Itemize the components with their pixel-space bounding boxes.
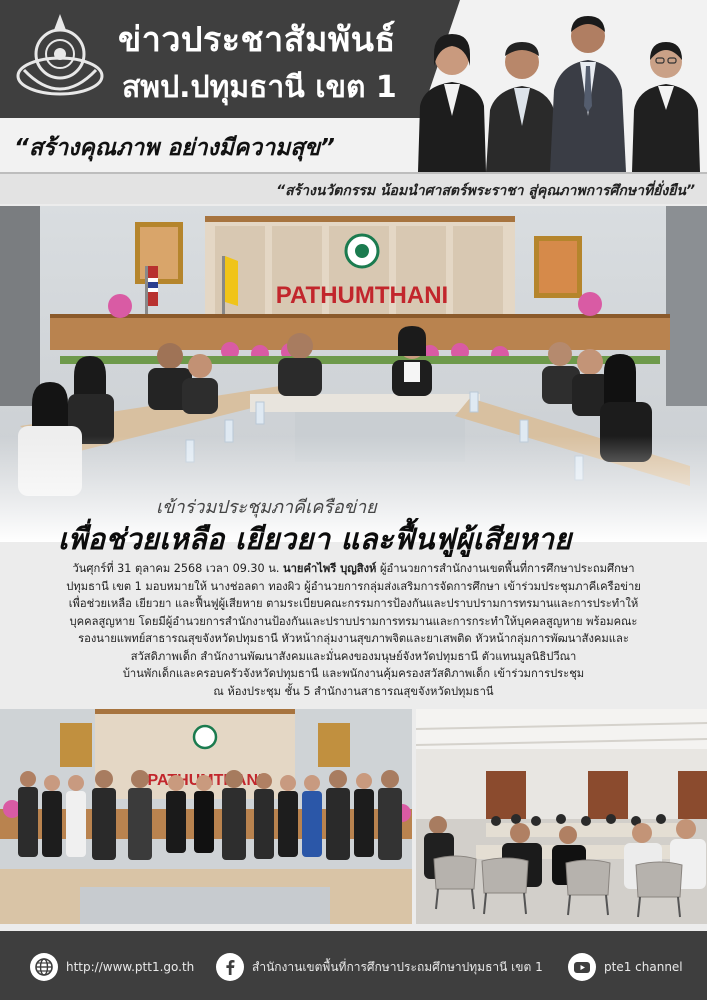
header-title: ข่าวประชาสัมพันธ์: [118, 20, 396, 60]
body-line-1: [14, 560, 693, 578]
footer: [0, 931, 707, 1000]
executives-photo: [410, 6, 707, 172]
body-line-2: ปทุมธานี เขต 1 มอบหมายให้ นางช่อลดา ทองผิว ผู้อำนวยการกลุ่มส่งเสริมการจัดการศึกษา เข้าร่วมประชุมภาคีเครือข่าย: [66, 579, 641, 593]
body-line-7: บ้านพักเด็กและครอบครัวจังหวัดปทุมธานี และพนักงานคุ้มครองสวัสดิภาพเด็ก เข้าร่วมการประชุม: [122, 667, 585, 680]
footer-website[interactable]: [30, 953, 194, 981]
event-subtitle: เข้าร่วมประชุมภาคีเครือข่าย: [156, 497, 377, 518]
subslogan-bar: [0, 172, 707, 204]
footer-facebook[interactable]: [216, 953, 543, 981]
news-body: [14, 560, 693, 700]
header-office-name: สพป.ปทุมธานี เขต 1: [122, 70, 397, 105]
footer-youtube[interactable]: [568, 953, 683, 981]
header: [0, 0, 707, 172]
header-subslogan: “สร้างนวัตกรรม น้อมนำศาสตร์พระราชา สู่คุณภาพการศึกษาที่ยั่งยืน”: [276, 183, 695, 199]
body-date: วันศุกร์ที่ 31 ตุลาคม 2568 เวลา 09.30 น.: [72, 562, 280, 575]
meeting-room-photo: [416, 709, 707, 924]
body-line-1-rest: ผู้อำนวยการสำนักงานเขตพื้นที่การศึกษาประถมศึกษา: [380, 562, 635, 575]
youtube-icon: [568, 953, 596, 981]
body-line-8: ณ ห้องประชุม ชั้น 5 สำนักงานสาธารณสุขจังหวัดปทุมธานี: [213, 684, 494, 698]
body-director-name: นายคำไพรี บุญสิงห์: [282, 562, 377, 575]
office-emblem-icon: [14, 10, 106, 106]
board-sign-text: PATHUMTHANI: [275, 282, 449, 309]
header-slogan: “สร้างคุณภาพ อย่างมีความสุข”: [14, 135, 335, 161]
footer-youtube-channel[interactable]: pte1 channel: [604, 960, 683, 974]
facebook-icon: [216, 953, 244, 981]
body-line-5: รองนายแพทย์สาธารณสุขจังหวัดปทุมธานี หัวหน้ากลุ่มงานสุขภาพจิตและยาเสพติด หัวหน้ากลุ่มการพัฒนาสังคมและ: [78, 632, 629, 645]
globe-icon: [30, 953, 58, 981]
event-title: เพื่อช่วยเหลือ เยียวยา และฟื้นฟูผู้เสียหาย: [58, 522, 572, 556]
body-line-6: สวัสดิภาพเด็ก สำนักงานพัฒนาสังคมและมั่นคงของมนุษย์จังหวัดปทุมธานี ตัวแทนมูลนิธิปวีณา: [130, 649, 577, 663]
footer-facebook-page[interactable]: สำนักงานเขตพื้นที่การศึกษาประถมศึกษาปทุมธานี เขต 1: [252, 959, 543, 974]
group-photo: [0, 709, 412, 924]
body-line-4: บุคคลสูญหาย โดยมีผู้อำนวยการสำนักงานป้องกันและปราบปรามการทรมานและการกระทำให้บุคคลสูญหาย พร้อมคณะ: [69, 614, 638, 628]
footer-website-link[interactable]: http://www.ptt1.go.th: [66, 960, 195, 974]
body-line-3: เพื่อช่วยเหลือ เยียวยา และฟื้นฟูผู้เสียหาย ตามระเบียบคณะกรรมการป้องกันและปราบปรามการทรมานและการประทำให้: [68, 597, 639, 610]
